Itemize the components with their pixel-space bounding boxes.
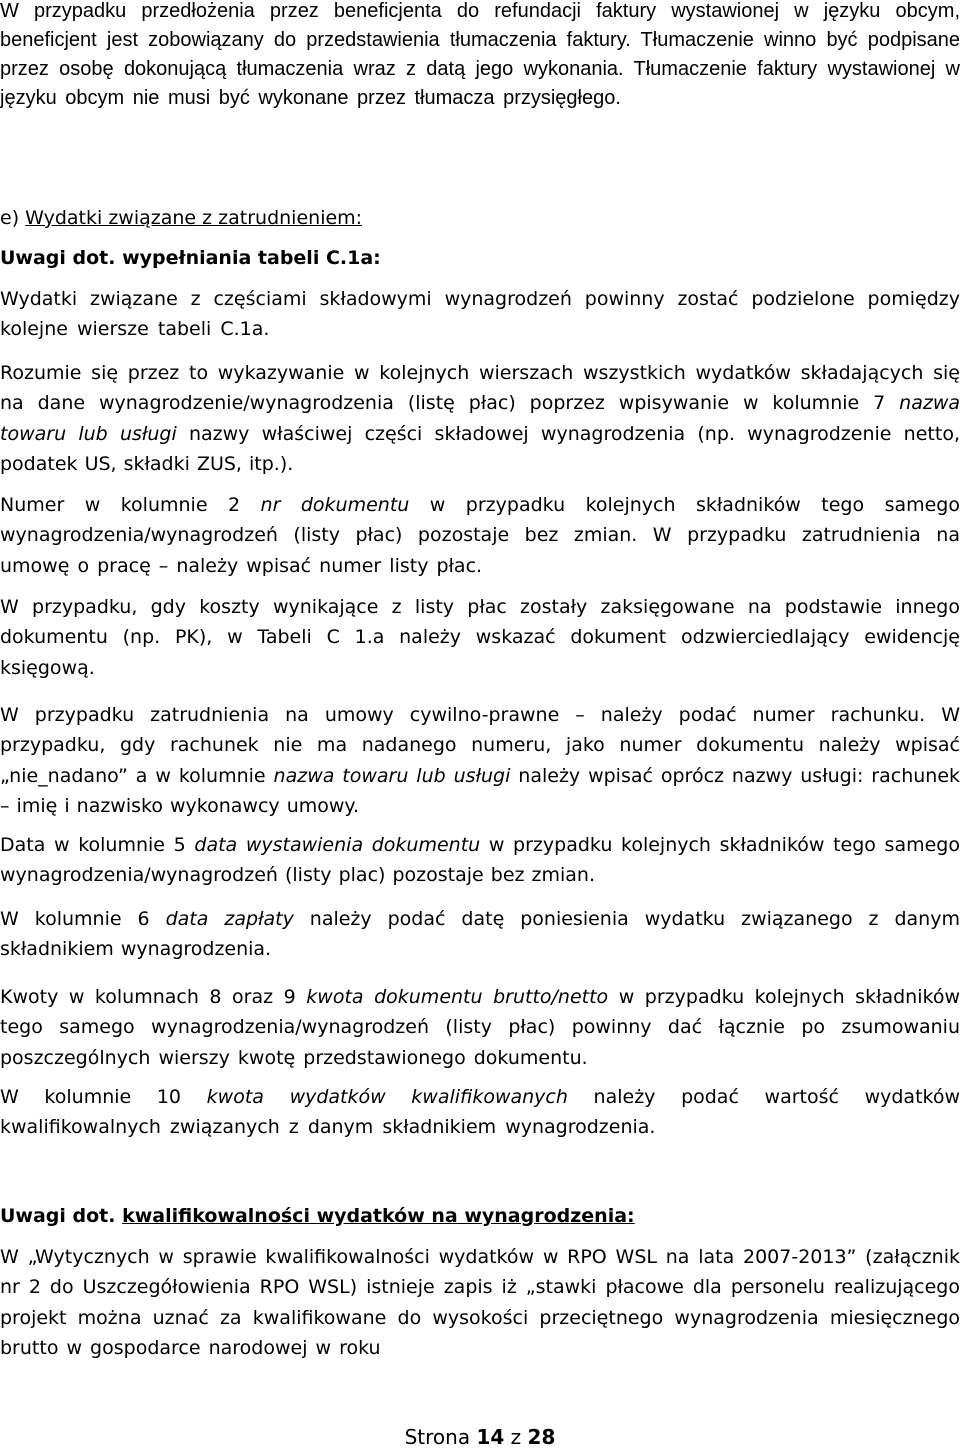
footer-separator: z xyxy=(510,1425,522,1449)
section-e-paragraph xyxy=(0,904,960,965)
page-footer xyxy=(0,1422,960,1452)
footer-current-page: 14 xyxy=(476,1425,505,1449)
footer-total-pages: 28 xyxy=(527,1425,556,1449)
paragraph-text: W przypadku zatrudnienia na umowy cywilno-prawne – należy podać numer rachunku. W przypadku, gdy rachunek nie ma nadanego numeru, jako numer dokumentu należy wpisać „nie_nadano” a w kolumnie xyxy=(0,704,960,787)
section-e-heading-marker: e) xyxy=(0,207,26,229)
section-e-heading xyxy=(0,203,362,233)
section-e-heading-text xyxy=(0,207,362,229)
paragraph-text: w przypadku kolejnych składników tego samego wynagrodzenia/wynagrodzeń (listy płac) pozostaje bez zmian. W przypadku zatrudnienia na umowę o pracę – należy wpisać numer listy płac. xyxy=(0,494,960,577)
section-k-heading-prefix: Uwagi dot. xyxy=(0,1205,116,1227)
section-e-subheading: Uwagi dot. wypełniania tabeli C.1a: xyxy=(0,247,381,269)
section-e-paragraph xyxy=(0,830,960,891)
paragraph-text: Kwoty w kolumnach 8 oraz 9 xyxy=(0,986,307,1008)
emphasis-text: kwota dokumentu brutto/netto xyxy=(306,986,609,1008)
section-e-paragraph xyxy=(0,358,960,480)
paragraph-text: Rozumie się przez to wykazywanie w kolejnych wierszach wszystkich wydatków składających się na dane wynagrodzenie/wynagrodzenia (listę płac) poprzez wpisywanie w kolumnie 7 xyxy=(0,362,960,415)
section-k-heading xyxy=(0,1201,635,1231)
section-e-paragraph xyxy=(0,982,960,1073)
paragraph-text: należy podać datę poniesienia wydatku związanego z danym składnikiem wynagrodzenia. xyxy=(0,908,960,961)
paragraph-text: Wydatki związane z częściami składowymi wynagrodzeń powinny zostać podzielone pomiędzy kolejne wiersze tabeli C.1a. xyxy=(0,288,960,341)
section-e-paragraph xyxy=(0,490,960,581)
section-e-paragraph xyxy=(0,700,960,822)
paragraph-text: Data w kolumnie 5 xyxy=(0,834,195,856)
paragraph-text: należy wpisać oprócz nazwy usługi: rachunek – imię i nazwisko wykonawcy umowy. xyxy=(0,764,960,818)
paragraph-text: W kolumnie 10 xyxy=(0,1086,207,1108)
paragraph-text: nazwy właściwej części składowej wynagrodzenia (np. wynagrodzenie netto, podatek US, składki ZUS, itp.). xyxy=(0,422,960,476)
paragraph-k: W „Wytycznych w sprawie kwalifikowalności wydatków w RPO WSL na lata 2007-2013” (załącznik nr 2 do Uszczegółowienia RPO WSL) istnieje zapis iż „stawki płacowe dla personelu realizującego projekt można uznać za kwalifikowane do wysokości przeciętnego wynagrodzenia miesięcznego brutto w gospodarce narodowej w roku xyxy=(0,1246,960,1360)
emphasis-text: data wystawienia dokumentu xyxy=(194,834,481,856)
emphasis-text: nr dokumentu xyxy=(260,494,410,516)
emphasis-text: data zapłaty xyxy=(165,908,294,930)
emphasis-text: nazwa towaru lub usługi xyxy=(0,392,960,445)
emphasis-text: nazwa towaru lub usługi xyxy=(273,764,511,787)
footer-label: Strona xyxy=(404,1425,471,1449)
section-e-paragraph xyxy=(0,1082,960,1143)
paragraph-text: w przypadku kolejnych składników tego samego wynagrodzenia/wynagrodzeń (listy płac) powinny dać łącznie po zsumowaniu poszczególnych wierszy kwotę przedstawionego dokumentu. xyxy=(0,986,960,1069)
section-e-heading-title: Wydatki związane z zatrudnieniem: xyxy=(25,207,363,229)
paragraph-text: W przypadku, gdy koszty wynikające z listy płac zostały zaksięgowane na podstawie innego dokumentu (np. PK), w Tabeli C 1.a należy wskazać dokument odzwierciedlający ewidencję księgową. xyxy=(0,596,960,679)
section-e-paragraph xyxy=(0,592,960,683)
paragraph-text: Numer w kolumnie 2 xyxy=(0,494,261,516)
paragraph-text: W kolumnie 6 xyxy=(0,908,166,930)
paragraph-text: w przypadku kolejnych składników tego samego wynagrodzenia/wynagrodzeń (listy plac) pozostaje bez zmian. xyxy=(0,834,960,887)
section-e-paragraph xyxy=(0,284,960,345)
section-k-heading-rest: kwalifikowalności wydatków na wynagrodzenia: xyxy=(122,1205,635,1227)
emphasis-text: kwota wydatków kwalifikowanych xyxy=(206,1086,568,1108)
intro-paragraph: W przypadku przedłożenia przez beneficjenta do refundacji faktury wystawionej w języku obcym, beneficjent jest zobowiązany do przedstawienia tłumaczenia faktury. Tłumaczenie winno być podpisane przez osobę dokonującą tłumaczenia wraz z datą jego wykonania. Tłumaczenie faktury wystawionej w języku obcym nie musi być wykonane przez tłumacza przysięgłego. xyxy=(0,0,960,109)
paragraph-text: należy podać wartość wydatków kwalifikowalnych związanych z danym składnikiem wynagrodzenia. xyxy=(0,1086,960,1139)
